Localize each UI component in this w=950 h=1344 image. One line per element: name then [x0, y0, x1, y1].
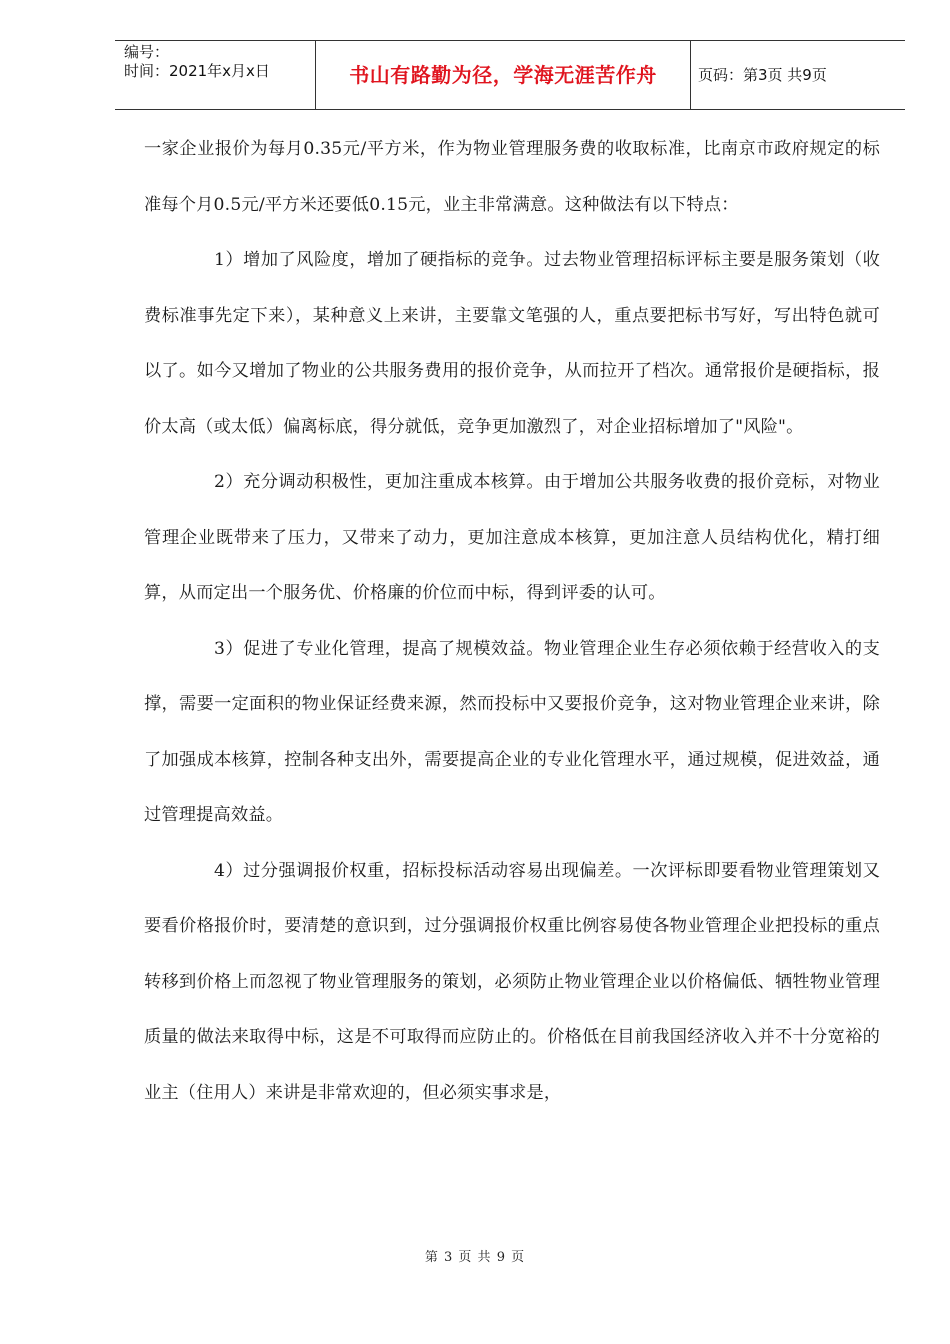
page-header — [115, 40, 905, 110]
body-paragraph: 4）过分强调报价权重，招标投标活动容易出现偏差。一次评标即要看物业管理策划又要看价格报价时，要清楚的意识到，过分强调报价权重比例容易使各物业管理企业把投标的重点转移到价格上而忽视了物业管理服务的策划，必须防止物业管理企业以价格偏低、牺牲物业管理质量的做法来取得中标，这是不可取得而应防止的。价格低在目前我国经济收入并不十分宽裕的业主（住用人）来讲是非常欢迎的，但必须实事求是， — [144, 860, 880, 1103]
body-paragraph: 3）促进了专业化管理，提高了规模效益。物业管理企业生存必须依赖于经营收入的支撑，需要一定面积的物业保证经费来源，然而投标中又要报价竞争，这对物业管理企业来讲，除了加强成本核算，控制各种支出外，需要提高企业的专业化管理水平，通过规模，促进效益，通过管理提高效益。 — [144, 638, 880, 825]
document-body — [144, 122, 880, 1121]
body-paragraph: 1）增加了风险度，增加了硬指标的竞争。过去物业管理招标评标主要是服务策划（收费标准事先定下来），某种意义上来讲，主要靠文笔强的人，重点要把标书写好，写出特色就可以了。如今又增加了物业的公共服务费用的报价竞争，从而拉开了档次。通常报价是硬指标，报价太高（或太低）偏离标底，得分就低，竞争更加激烈了，对企业招标增加了"风险"。 — [144, 250, 880, 437]
page-footer: 第 3 页 共 9 页 — [424, 1250, 526, 1265]
header-divider — [690, 41, 691, 109]
header-motto: 书山有路勤为径，学海无涯苦作舟 — [349, 63, 657, 87]
date-label: 时间：2021年x月x日 — [124, 62, 270, 80]
header-meta — [115, 41, 315, 109]
serial-number-label: 编号： — [124, 43, 170, 61]
header-page-info: 页码：第3页 共9页 — [698, 66, 827, 84]
body-paragraph: 一家企业报价为每月0.35元/平方米，作为物业管理服务费的收取标准，比南京市政府规定的标准每个月0.5元/平方米还要低0.15元，业主非常满意。这种做法有以下特点： — [144, 139, 880, 215]
body-paragraph: 2）充分调动积极性，更加注重成本核算。由于增加公共服务收费的报价竞标，对物业管理企业既带来了压力，又带来了动力，更加注意成本核算，更加注意人员结构优化，精打细算，从而定出一个服务优、价格廉的价位而中标，得到评委的认可。 — [144, 472, 880, 603]
